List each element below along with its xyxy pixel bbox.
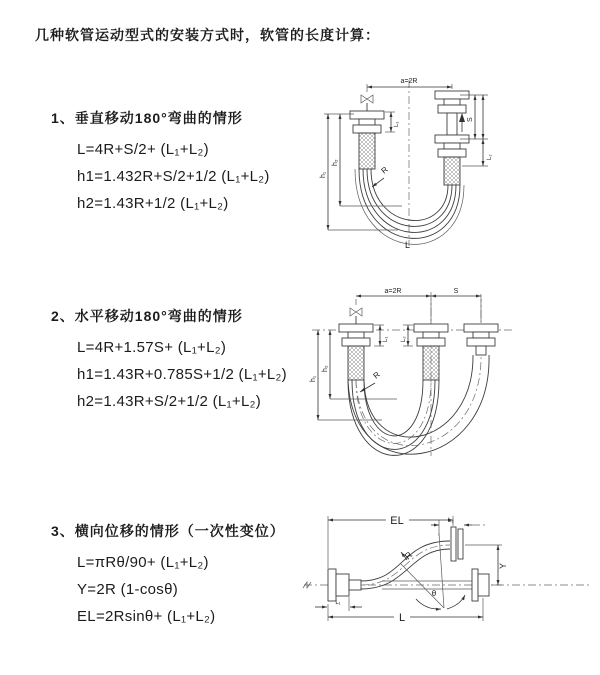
right-flange-fitting (435, 91, 469, 185)
length-label: L (398, 612, 406, 624)
middle-flange-fitting (414, 324, 448, 380)
stroke-dimension (460, 95, 488, 139)
left-fitting-dimension (315, 597, 362, 611)
radius-label: R (371, 369, 382, 381)
h2-label: h₂ (332, 159, 339, 166)
left-flange-fitting (350, 111, 384, 169)
movement-arrow (459, 113, 465, 132)
formula-h2: h2=1.43R+S/2+1/2 (L₁+L₂) (77, 393, 262, 410)
stroke-label: S (453, 288, 459, 295)
left-flange-fitting (328, 569, 361, 601)
angle-label: θ (431, 589, 437, 598)
span-label: a=2R (400, 78, 418, 85)
middle-fitting-dimension (401, 325, 413, 346)
section-2-formulas (77, 334, 287, 415)
formula-h2: h2=1.43R+1/2 (L₁+L₂) (77, 195, 229, 212)
left-flange-fitting (339, 324, 373, 380)
valve-icon (350, 308, 362, 324)
left-fitting-label: L₁ (335, 600, 341, 606)
left-fitting-dimension (374, 325, 389, 346)
right-fitting-label: L₂ (401, 336, 407, 342)
right-fitting-label: L₂ (487, 154, 493, 160)
left-fitting-label: L₁ (394, 121, 400, 127)
section-2 (51, 306, 287, 415)
right-flange-fitting (464, 324, 498, 355)
section-1 (51, 108, 270, 217)
formula-length: L=4R+S/2+ (L₁+L₂) (77, 141, 209, 158)
valve-icon (361, 95, 373, 111)
section-1-formulas (77, 136, 270, 217)
left-fitting-label: L₁ (383, 336, 389, 342)
el-label: EL (390, 515, 404, 527)
formula-y: Y=2R (1-cosθ) (77, 581, 179, 598)
length-label: L (405, 240, 411, 250)
diagram-horizontal-180-bend (302, 282, 582, 464)
right-fitting-label: L₂ (448, 518, 454, 524)
h1-label: h₁ (310, 375, 317, 382)
section-3 (51, 521, 285, 630)
displaced-end-flange (451, 527, 463, 561)
hose-s-curve (361, 541, 450, 589)
diagram-lateral-displacement (298, 496, 598, 671)
section-3-heading: 3、横向位移的情形（一次性变位） (51, 523, 285, 539)
page-title: 几种软管运动型式的安装方式时，软管的长度计算： (35, 27, 380, 43)
diagram-vertical-180-bend (302, 66, 582, 264)
braided-hose (444, 157, 460, 185)
formula-h1: h1=1.43R+0.785S+1/2 (L₁+L₂) (77, 366, 287, 383)
h1-label: h₁ (320, 171, 327, 178)
stroke-label: S (467, 117, 474, 122)
formula-length: L=4R+1.57S+ (L₁+L₂) (77, 339, 227, 356)
radius-callout (401, 549, 415, 561)
h2-label: h₂ (322, 365, 329, 372)
section-1-heading: 1、垂直移动180°弯曲的情形 (51, 110, 243, 126)
radius-label: R (402, 549, 415, 562)
section-2-heading: 2、水平移动180°弯曲的情形 (51, 308, 243, 324)
el-dimension (328, 515, 453, 568)
y-label: Y (498, 562, 508, 569)
span-label: a=2R (384, 288, 402, 295)
formula-h1: h1=1.432R+S/2+1/2 (L₁+L₂) (77, 168, 270, 185)
braided-hose (359, 133, 375, 169)
braided-hose (423, 346, 439, 380)
span-dimension (367, 78, 452, 92)
left-fitting-dimension (385, 112, 400, 132)
top-dimensions (356, 288, 481, 326)
braided-hose (348, 346, 364, 380)
section-3-formulas (77, 549, 285, 630)
hose-u-bends (348, 355, 489, 455)
formula-el: EL=2Rsinθ+ (L₁+L₂) (77, 608, 216, 625)
formula-length: L=πRθ/90+ (L₁+L₂) (77, 554, 209, 571)
radius-label: R (379, 164, 390, 176)
